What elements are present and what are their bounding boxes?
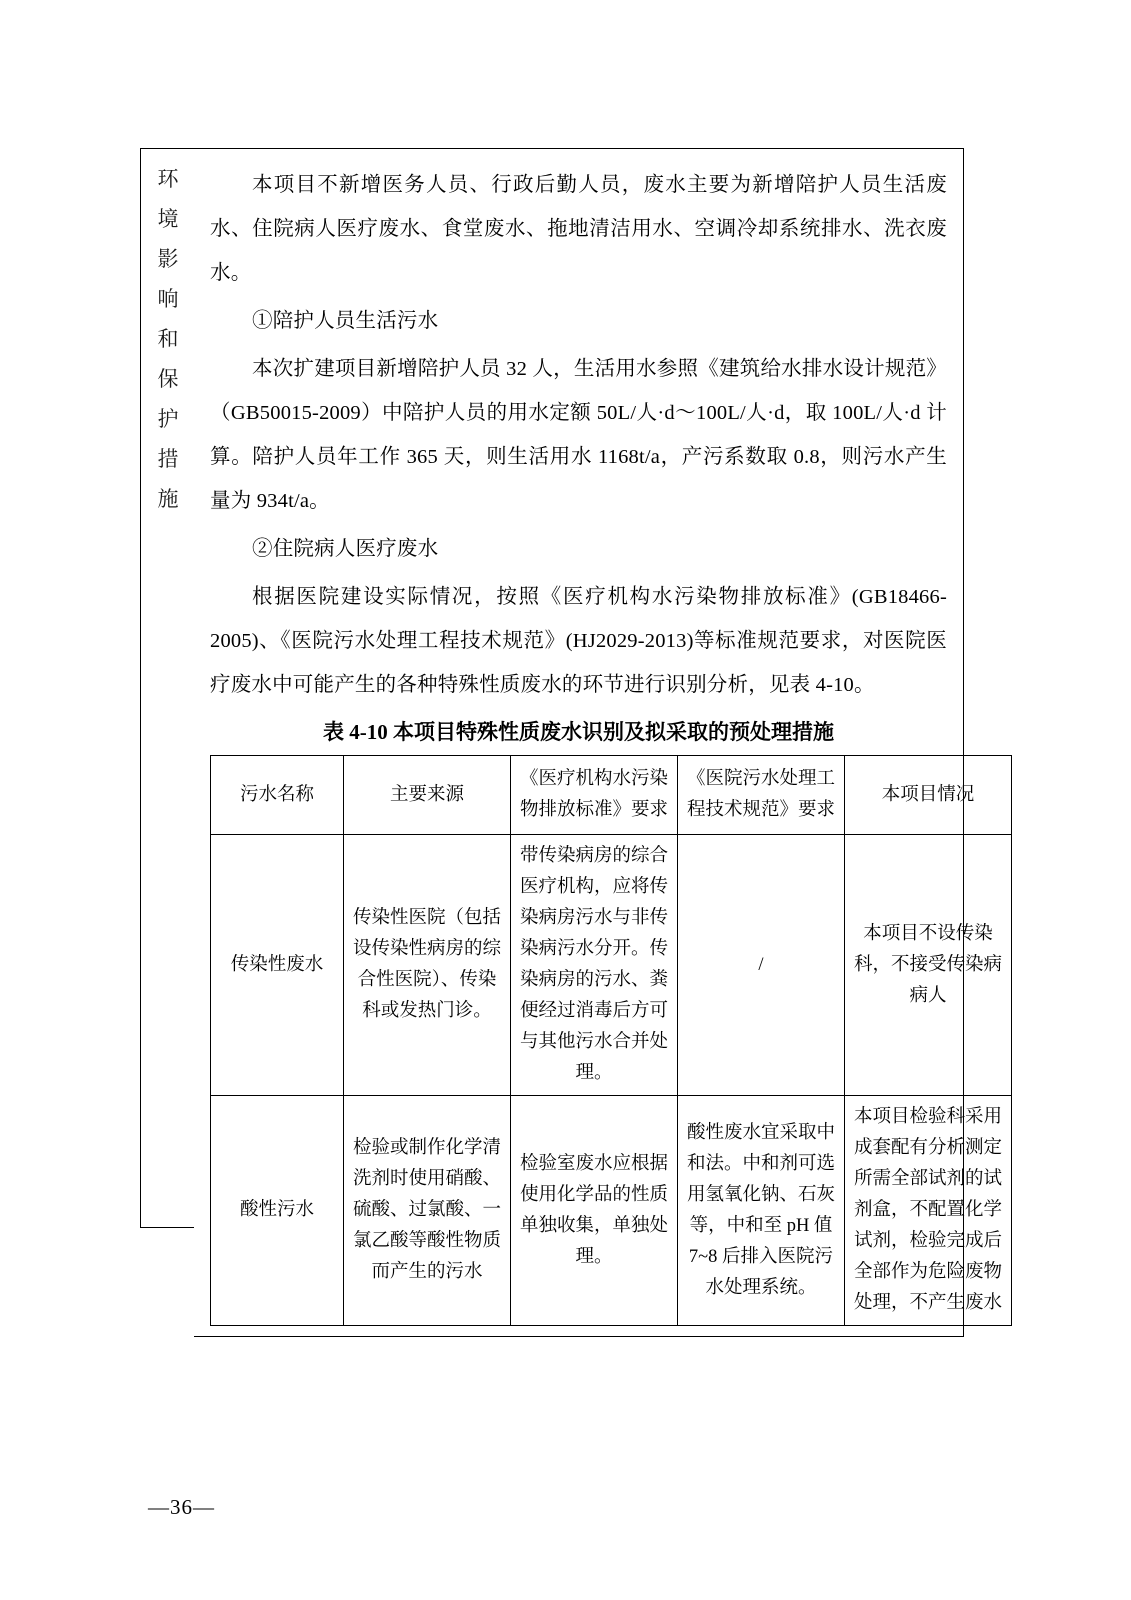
paragraph-heading-2: ②住院病人医疗废水 bbox=[252, 538, 439, 560]
table-header-cell: 《医院污水处理工程技术规范》要求 bbox=[678, 756, 845, 835]
section-side-label bbox=[140, 148, 194, 1228]
cell-source: 检验或制作化学清洗剂时使用硝酸、硫酸、过氯酸、一氯乙酸等酸性物质而产生的污水 bbox=[344, 1096, 511, 1326]
side-label-text bbox=[141, 159, 195, 519]
paragraph-domestic-sewage: 本次扩建项目新增陪护人员 32 人，生活用水参照《建筑给水排水设计规范》（GB50015-2009）中陪护人员的用水定额 50L/人·d～100L/人·d，取 100L/人·d 计算。陪护人员年工作 365 天，则生活用水 1168t/a，产污系数取 0.8，则污水产生量为 934t/a。 bbox=[210, 358, 947, 512]
cell-standard: 带传染病房的综合医疗机构，应将传染病房污水与非传染病污水分开。传染病房的污水、粪便经过消毒后方可与其他污水合并处理。 bbox=[511, 835, 678, 1096]
cell-spec: 酸性废水宜采取中和法。中和剂可选用氢氧化钠、石灰等，中和至 pH 值 7~8 后排入医院污水处理系统。 bbox=[678, 1096, 845, 1326]
cell-project: 本项目检验科采用成套配有分析测定所需全部试剂的试剂盒，不配置化学试剂，检验完成后全部作为危险废物处理，不产生废水 bbox=[845, 1096, 1012, 1326]
page-number: —36— bbox=[148, 1495, 215, 1519]
table-caption: 表 4-10 本项目特殊性质废水识别及拟采取的预处理措施 bbox=[323, 720, 834, 744]
side-label-char: 影 bbox=[157, 247, 179, 271]
side-label-char: 护 bbox=[157, 407, 179, 431]
cell-standard: 检验室废水应根据使用化学品的性质单独收集，单独处理。 bbox=[511, 1096, 678, 1326]
cell-name: 酸性污水 bbox=[211, 1096, 344, 1326]
side-label-char: 境 bbox=[157, 207, 179, 231]
cell-spec: / bbox=[678, 835, 845, 1096]
side-label-char: 环 bbox=[157, 167, 179, 191]
table-row bbox=[211, 1096, 1012, 1326]
paragraph-medical-wastewater: 根据医院建设实际情况，按照《医疗机构水污染物排放标准》(GB18466-2005)、《医院污水处理工程技术规范》(HJ2029-2013)等标准规范要求，对医院医疗废水中可能产生的各种特殊性质废水的环节进行识别分析，见表 4-10。 bbox=[210, 586, 947, 696]
side-label-char: 和 bbox=[157, 327, 179, 351]
wastewater-table bbox=[210, 755, 1012, 1326]
paragraph-heading-1: ①陪护人员生活污水 bbox=[252, 310, 439, 332]
document-content bbox=[194, 148, 1002, 1337]
table-row bbox=[211, 835, 1012, 1096]
cell-project: 本项目不设传染科，不接受传染病病人 bbox=[845, 835, 1012, 1096]
paragraph-intro: 本项目不新增医务人员、行政后勤人员，废水主要为新增陪护人员生活废水、住院病人医疗废水、食堂废水、拖地清洁用水、空调冷却系统排水、洗衣废水。 bbox=[210, 174, 947, 284]
table-header-cell: 《医疗机构水污染物排放标准》要求 bbox=[511, 756, 678, 835]
side-label-char: 措 bbox=[157, 447, 179, 471]
table-header-row bbox=[211, 756, 1012, 835]
cell-name: 传染性废水 bbox=[211, 835, 344, 1096]
side-label-char: 响 bbox=[157, 287, 179, 311]
cell-source: 传染性医院（包括设传染性病房的综合性医院）、传染科或发热门诊。 bbox=[344, 835, 511, 1096]
side-label-char: 施 bbox=[157, 487, 179, 511]
side-label-char: 保 bbox=[157, 367, 179, 391]
table-header-cell: 污水名称 bbox=[211, 756, 344, 835]
table-header-cell: 主要来源 bbox=[344, 756, 511, 835]
table-header-cell: 本项目情况 bbox=[845, 756, 1012, 835]
